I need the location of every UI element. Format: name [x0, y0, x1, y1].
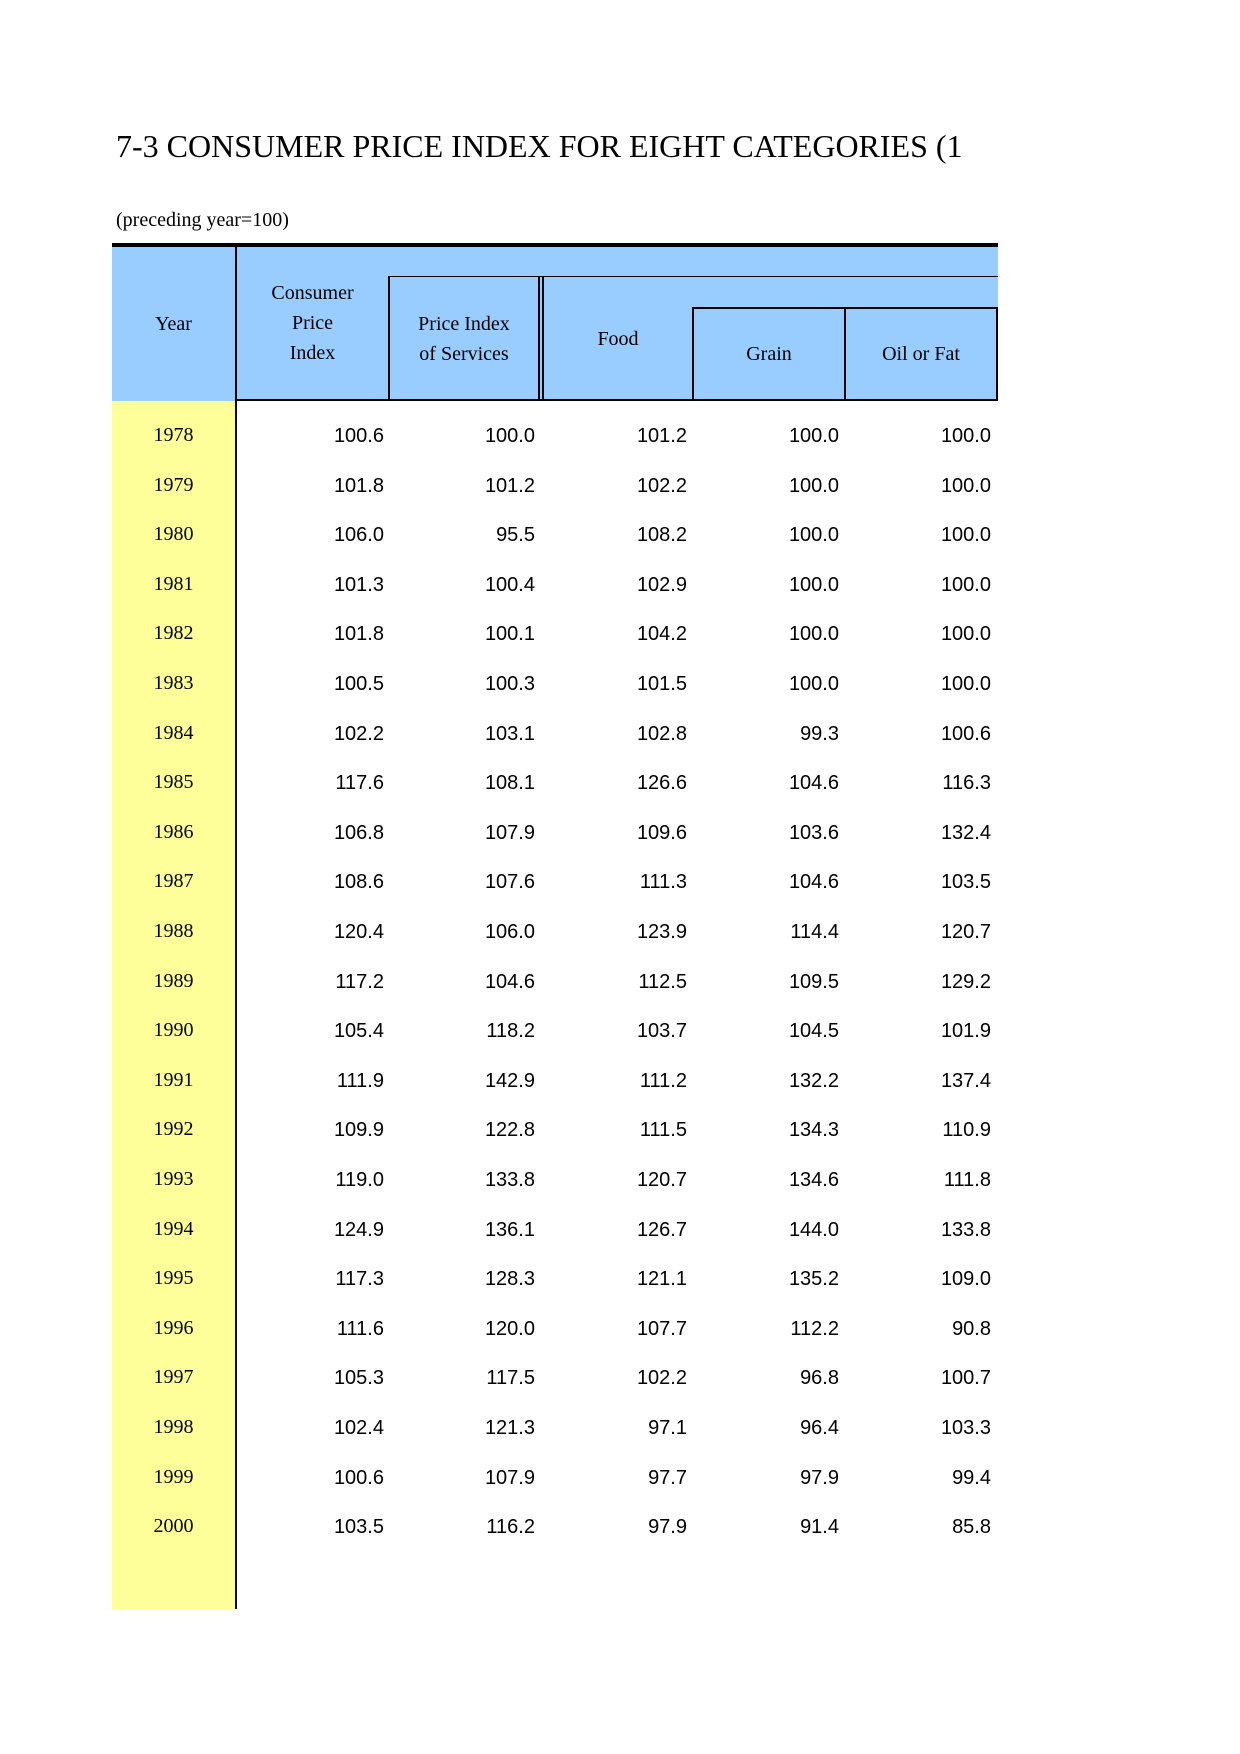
cell-services: 128.3 — [484, 1268, 535, 1290]
cell-year: 1991 — [153, 1068, 194, 1091]
table-row — [112, 1159, 998, 1199]
column-header-cpi-label: Consumer Price Index — [271, 282, 354, 364]
table-row — [112, 762, 998, 802]
cell-grain: 135.2 — [788, 1268, 839, 1290]
cell-food: 97.7 — [648, 1466, 687, 1489]
cell-oil: 103.3 — [940, 1417, 991, 1439]
cell-cpi: 101.3 — [333, 573, 384, 596]
table-row — [112, 564, 998, 604]
cell-services: 108.1 — [484, 772, 535, 794]
table-row — [112, 1209, 998, 1249]
cell-year: 1978 — [153, 424, 194, 446]
cell-cpi: 100.6 — [333, 1466, 384, 1489]
cell-year: 1999 — [153, 1465, 194, 1488]
cell-food: 102.2 — [636, 1367, 687, 1389]
cell-cpi: 111.9 — [336, 1069, 384, 1092]
cell-year: 1987 — [153, 870, 194, 892]
cell-grain: 132.2 — [788, 1069, 839, 1092]
cell-cpi: 103.5 — [333, 1516, 384, 1538]
cell-cpi: 109.9 — [333, 1119, 384, 1141]
cell-year: 1995 — [153, 1267, 194, 1289]
cell-services: 136.1 — [484, 1218, 535, 1241]
table-row — [112, 1407, 998, 1447]
cell-grain: 100.0 — [788, 474, 839, 497]
table-row — [112, 911, 998, 951]
cell-food: 126.6 — [636, 772, 687, 794]
cell-services: 100.3 — [484, 673, 535, 695]
cell-cpi: 101.8 — [333, 623, 384, 645]
cell-cpi: 106.8 — [333, 821, 384, 844]
cell-food: 111.3 — [639, 871, 687, 893]
column-header-food-label: Food — [597, 328, 639, 350]
cell-year: 1998 — [153, 1416, 194, 1438]
cell-oil: 129.2 — [940, 970, 991, 993]
cell-grain: 100.0 — [788, 524, 839, 546]
cell-year: 1979 — [153, 473, 194, 496]
cell-food: 123.9 — [636, 921, 687, 943]
cell-grain: 104.6 — [788, 871, 839, 893]
cell-year: 1985 — [153, 771, 194, 793]
cell-services: 133.8 — [484, 1169, 535, 1191]
cell-food: 126.7 — [636, 1218, 687, 1241]
cell-food: 102.8 — [636, 722, 687, 745]
cell-oil: 111.8 — [943, 1169, 991, 1191]
cell-year: 1986 — [153, 820, 194, 843]
table-row — [112, 1506, 998, 1546]
cell-food: 107.7 — [636, 1317, 687, 1340]
cell-food: 104.2 — [636, 623, 687, 645]
cell-food: 97.1 — [648, 1417, 687, 1439]
cell-grain: 103.6 — [788, 821, 839, 844]
table-row — [112, 1258, 998, 1298]
cell-oil: 100.0 — [940, 474, 991, 497]
cell-services: 101.2 — [484, 474, 535, 497]
cell-grain: 109.5 — [788, 970, 839, 993]
cell-services: 116.2 — [486, 1516, 535, 1538]
cell-food: 108.2 — [636, 524, 687, 546]
table-row — [112, 812, 998, 852]
cell-services: 142.9 — [484, 1069, 535, 1092]
cell-oil: 100.0 — [940, 623, 991, 645]
cell-services: 100.4 — [484, 573, 535, 596]
cell-grain: 100.0 — [788, 425, 839, 447]
cell-food: 103.7 — [636, 1020, 687, 1042]
cell-grain: 134.3 — [788, 1119, 839, 1141]
cell-oil: 120.7 — [940, 921, 991, 943]
page-title: 7-3 CONSUMER PRICE INDEX FOR EIGHT CATEGORIES (1 — [116, 128, 963, 164]
cell-food: 112.5 — [638, 970, 687, 993]
cell-cpi: 124.9 — [333, 1218, 384, 1241]
cell-cpi: 117.3 — [335, 1268, 384, 1290]
cell-services: 103.1 — [484, 722, 535, 745]
cell-food: 121.1 — [636, 1268, 687, 1290]
cell-grain: 100.0 — [788, 673, 839, 695]
table-row — [112, 1308, 998, 1348]
cell-grain: 104.5 — [788, 1020, 839, 1042]
cell-cpi: 102.4 — [333, 1417, 384, 1439]
table-row — [112, 861, 998, 901]
cell-oil: 100.0 — [940, 673, 991, 695]
cell-grain: 96.4 — [800, 1417, 839, 1439]
cell-food: 97.9 — [648, 1516, 687, 1538]
cell-year: 1993 — [153, 1168, 194, 1190]
cell-cpi: 117.2 — [335, 970, 384, 993]
cell-oil: 137.4 — [940, 1069, 991, 1092]
cell-services: 120.0 — [484, 1317, 535, 1340]
cell-year: 1990 — [153, 1019, 194, 1041]
cell-year: 1996 — [153, 1316, 194, 1339]
cell-year: 1988 — [153, 920, 194, 942]
cell-cpi: 111.6 — [336, 1317, 384, 1340]
cell-oil: 100.0 — [940, 524, 991, 546]
cell-oil: 110.9 — [942, 1119, 991, 1141]
column-header-food — [544, 277, 692, 401]
cell-cpi: 101.8 — [333, 474, 384, 497]
table-row — [112, 1010, 998, 1050]
cell-food: 120.7 — [636, 1169, 687, 1191]
cell-services: 95.5 — [496, 524, 535, 546]
cell-food: 102.2 — [636, 474, 687, 497]
cell-grain: 96.8 — [800, 1367, 839, 1389]
column-header-grain-label: Grain — [746, 343, 792, 365]
cell-oil: 100.7 — [940, 1367, 991, 1389]
cell-year: 1982 — [153, 622, 194, 644]
cell-oil: 132.4 — [940, 821, 991, 844]
column-header-grain — [694, 323, 844, 385]
cell-services: 100.0 — [484, 425, 535, 447]
cell-food: 102.9 — [636, 573, 687, 596]
cell-year: 1992 — [153, 1118, 194, 1140]
cell-year: 1984 — [153, 721, 194, 744]
cell-oil: 133.8 — [940, 1218, 991, 1241]
column-header-cpi — [237, 277, 388, 369]
cell-services: 118.2 — [486, 1020, 535, 1042]
cell-oil: 100.6 — [940, 722, 991, 745]
cell-oil: 103.5 — [940, 871, 991, 893]
table-row — [112, 1109, 998, 1149]
cell-cpi: 105.4 — [333, 1020, 384, 1042]
table-row — [112, 713, 998, 753]
table-row — [112, 1357, 998, 1397]
header-divider-right — [996, 307, 998, 401]
cell-cpi: 108.6 — [333, 871, 384, 893]
cell-services: 100.1 — [484, 623, 535, 645]
cell-cpi: 117.6 — [335, 772, 384, 794]
cell-services: 107.9 — [484, 821, 535, 844]
cell-food: 101.5 — [636, 673, 687, 695]
cell-food: 111.2 — [639, 1069, 687, 1092]
header-line-upper — [389, 276, 998, 277]
cell-cpi: 106.0 — [333, 524, 384, 546]
cell-oil: 90.8 — [952, 1317, 991, 1340]
table-row — [112, 415, 998, 455]
table-row — [112, 663, 998, 703]
column-header-oil — [846, 323, 996, 385]
cell-cpi: 102.2 — [333, 722, 384, 745]
cell-grain: 134.6 — [788, 1169, 839, 1191]
cell-year: 1981 — [153, 572, 194, 595]
header-divider-food-a — [538, 276, 540, 401]
cell-cpi: 105.3 — [333, 1367, 384, 1389]
column-header-year-label: Year — [155, 313, 192, 335]
table-row — [112, 1457, 998, 1497]
cell-grain: 99.3 — [800, 722, 839, 745]
cell-grain: 104.6 — [788, 772, 839, 794]
cell-oil: 85.8 — [952, 1516, 991, 1538]
cell-oil: 100.0 — [940, 573, 991, 596]
cell-grain: 144.0 — [788, 1218, 839, 1241]
cell-services: 107.9 — [484, 1466, 535, 1489]
cell-services: 117.5 — [486, 1367, 535, 1389]
cell-oil: 109.0 — [940, 1268, 991, 1290]
cell-grain: 112.2 — [790, 1317, 839, 1340]
cell-grain: 100.0 — [788, 573, 839, 596]
cell-year: 2000 — [153, 1515, 194, 1537]
column-header-services-label: Price Index of Services — [418, 313, 510, 365]
cell-grain: 114.4 — [790, 921, 839, 943]
cell-year: 1983 — [153, 672, 194, 694]
table-row — [112, 961, 998, 1001]
table-row — [112, 613, 998, 653]
cell-oil: 101.9 — [940, 1020, 991, 1042]
column-header-year — [112, 247, 235, 401]
cell-services: 122.8 — [484, 1119, 535, 1141]
cell-year: 1997 — [153, 1366, 194, 1388]
cell-year: 1980 — [153, 523, 194, 545]
column-header-oil-label: Oil or Fat — [882, 343, 960, 365]
cell-year: 1994 — [153, 1217, 194, 1240]
cell-food: 109.6 — [636, 821, 687, 844]
cell-cpi: 100.5 — [333, 673, 384, 695]
cell-cpi: 119.0 — [335, 1169, 384, 1191]
cell-services: 106.0 — [484, 921, 535, 943]
cell-grain: 97.9 — [800, 1466, 839, 1489]
table-row — [112, 465, 998, 505]
table-row — [112, 514, 998, 554]
cell-grain: 91.4 — [800, 1516, 839, 1538]
cell-food: 111.5 — [639, 1119, 687, 1141]
cell-cpi: 120.4 — [333, 921, 384, 943]
table-subtitle: (preceding year=100) — [116, 209, 289, 231]
cell-services: 121.3 — [484, 1417, 535, 1439]
cell-oil: 116.3 — [942, 772, 991, 794]
cell-services: 104.6 — [484, 970, 535, 993]
cell-food: 101.2 — [636, 425, 687, 447]
cell-grain: 100.0 — [788, 623, 839, 645]
cell-oil: 99.4 — [952, 1466, 991, 1489]
cell-cpi: 100.6 — [333, 425, 384, 447]
cell-year: 1989 — [153, 969, 194, 992]
table-row — [112, 1060, 998, 1100]
cell-oil: 100.0 — [940, 425, 991, 447]
column-header-services — [390, 308, 538, 370]
cell-services: 107.6 — [484, 871, 535, 893]
